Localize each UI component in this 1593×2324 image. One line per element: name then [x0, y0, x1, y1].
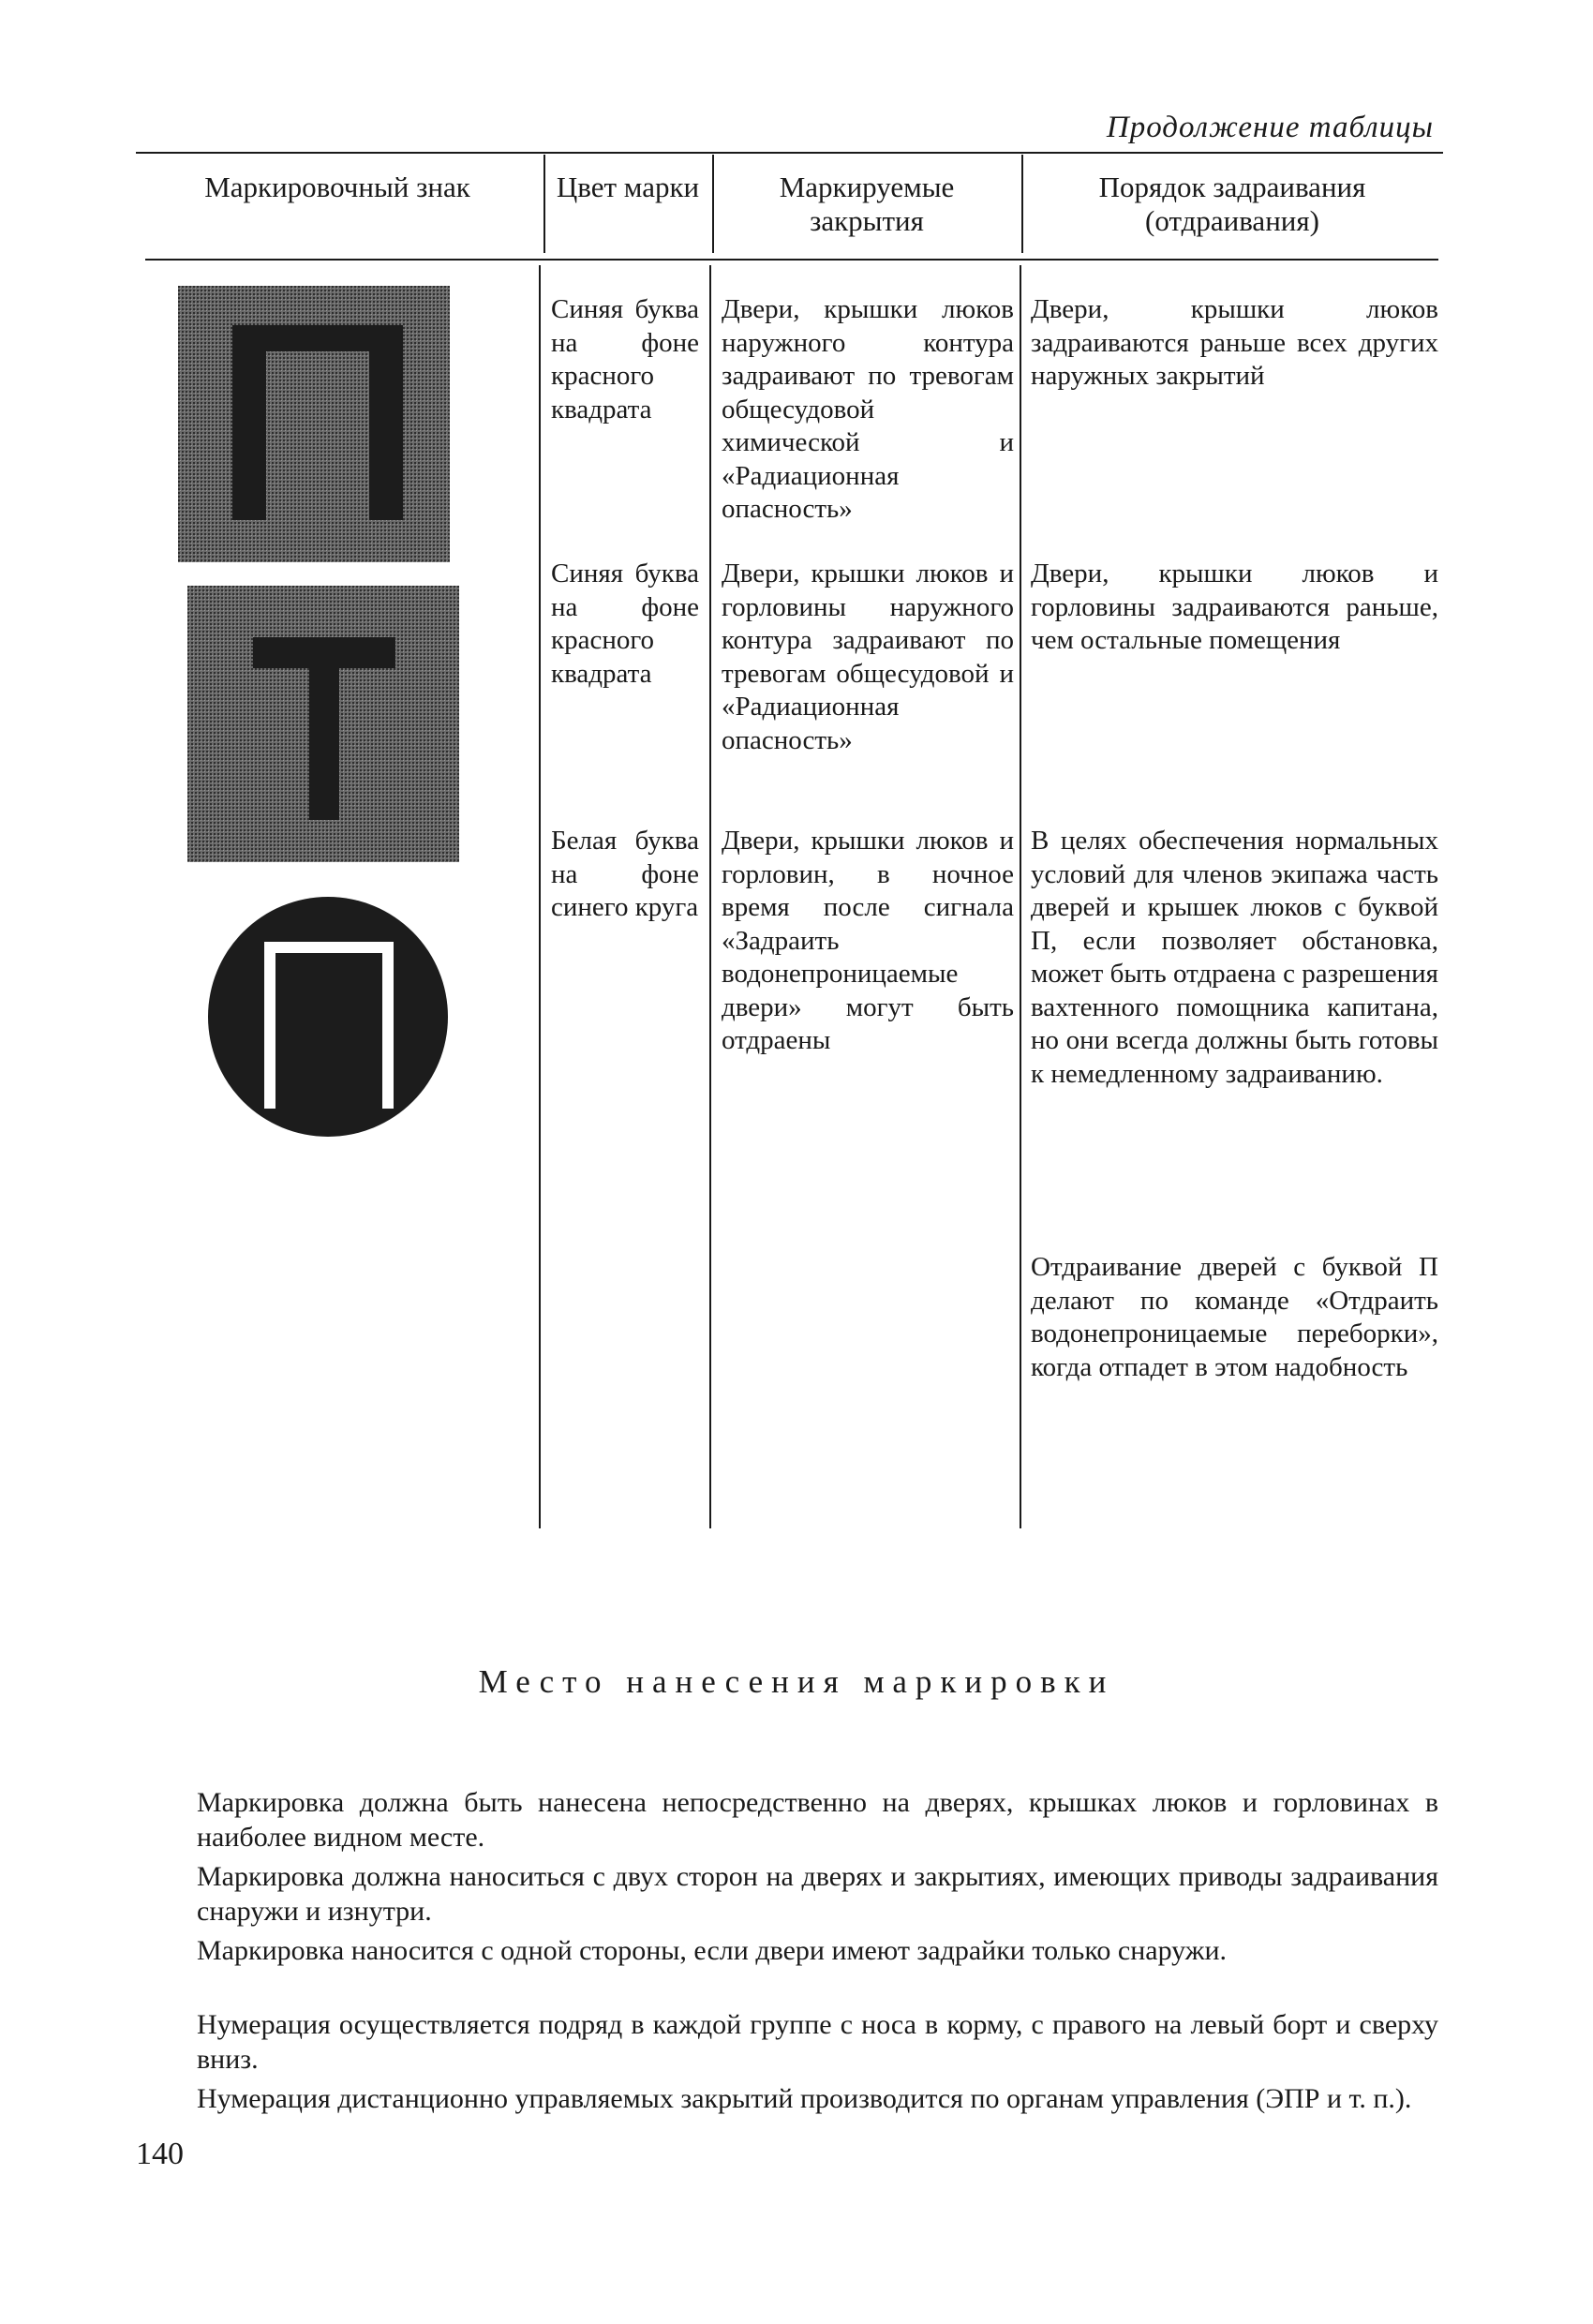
table-top-rule	[136, 152, 1443, 154]
paragraph-5	[197, 2081, 1438, 2116]
row1-order: Двери, крышки люков задраиваются раньше всех других наружных закрытий	[1031, 294, 1438, 391]
paragraph-3-text: Маркировка наносится с одной стороны, если двери имеют задрайки только снаружи.	[197, 1935, 1228, 1966]
column-divider-1	[543, 155, 545, 253]
sign-p-circle	[206, 895, 450, 1139]
column-divider-2-body	[709, 265, 711, 1528]
paragraph-2	[197, 1859, 1438, 1929]
column-divider-3-body	[1020, 265, 1021, 1528]
row2-order: Двери, крышки люков и горловины задраиваются раньше, чем остальные помещения	[1031, 559, 1438, 655]
row1-color: Синяя буква на фоне красного квадрата	[551, 294, 699, 425]
row3-order-extra: Отдраивание дверей с буквой П делают по команде «Отдраить водонепроницаемые переборки», когда отпадет в этом надобность	[1031, 1252, 1438, 1382]
section-title: Место нанесения маркировки	[478, 1663, 1115, 1700]
header-sign: Маркировочный знак	[204, 171, 470, 203]
row3-order: В целях обеспечения нормальных условий для членов экипажа часть дверей и крышек люков с буквой П, если позволяет обстановка, может быть отдраена с разрешения вахтенного помощника капитана, но они всегда должны быть готовы к немедленному задраиванию.	[1031, 826, 1438, 1089]
table-header-rule	[145, 259, 1438, 261]
header-closures: Маркируемые закрытия	[779, 171, 955, 237]
column-divider-2	[712, 155, 714, 253]
sign-t-square	[187, 586, 459, 862]
header-color: Цвет марки	[556, 171, 700, 203]
table-continuation-label: Продолжение таблицы	[1106, 111, 1434, 144]
row3-color: Белая буква на фоне синего круга	[551, 826, 699, 922]
paragraph-4-text: Нумерация осуществляется подряд в каждой группе с носа в корму, с правого на левый борт и сверху вниз.	[197, 2009, 1438, 2075]
sign-p-square	[178, 286, 450, 562]
row2-color: Синяя буква на фоне красного квадрата	[551, 559, 699, 689]
column-divider-3	[1021, 155, 1023, 253]
paragraph-3	[197, 1933, 1438, 1968]
paragraph-1-text: Маркировка должна быть нанесена непосредственно на дверях, крышках люков и горловинах в наиболее видном месте.	[197, 1787, 1438, 1853]
column-divider-1-body	[539, 265, 541, 1528]
row2-closures: Двери, крышки люков и горловины наружного контура задраивают по тревогам общесудовой и «Радиационная опасность»	[722, 559, 1014, 755]
row1-closures: Двери, крышки люков наружного контура задраивают по тревогам общесудовой химической и «Радиационная опасность»	[722, 294, 1014, 524]
paragraph-4	[197, 2007, 1438, 2077]
page-number: 140	[136, 2137, 184, 2171]
row3-closures: Двери, крышки люков и горловин, в ночное время после сигнала «Задраить водонепроницаемые двери» могут быть отдраены	[722, 826, 1014, 1055]
paragraph-1	[197, 1785, 1438, 1855]
header-order: Порядок задраивания (отдраивания)	[1098, 171, 1366, 237]
paragraph-2-text: Маркировка должна наноситься с двух сторон на дверях и закрытиях, имеющих приводы задраивания снаружи и изнутри.	[197, 1861, 1438, 1927]
paragraph-5-text: Нумерация дистанционно управляемых закрытий производится по органам управления (ЭПР и т. п.).	[197, 2083, 1412, 2114]
